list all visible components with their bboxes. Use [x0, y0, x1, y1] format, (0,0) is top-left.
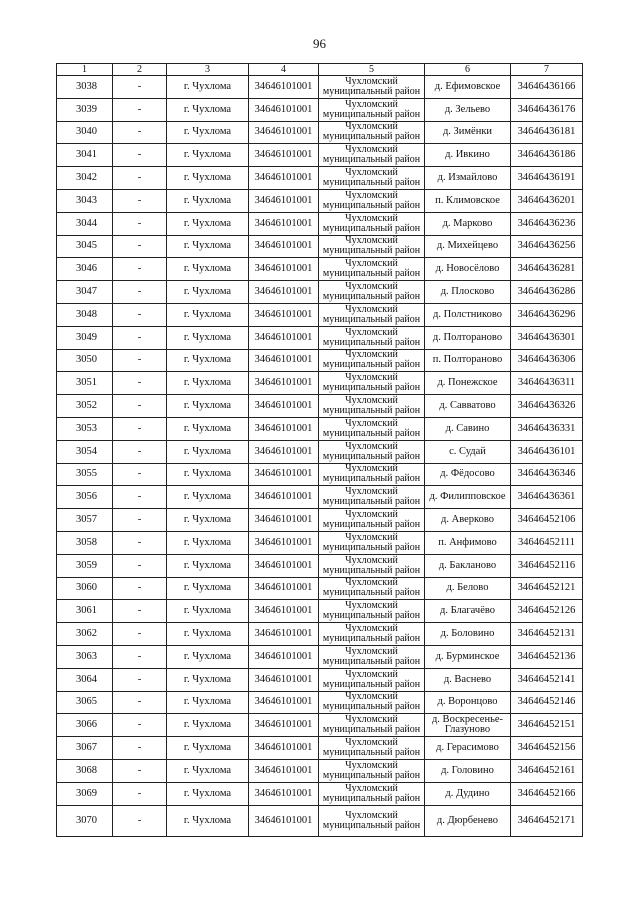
row-number-cell: 3058	[57, 531, 113, 554]
city-cell: г. Чухлома	[167, 281, 249, 304]
table-row	[57, 805, 583, 836]
city-cell: г. Чухлома	[167, 326, 249, 349]
locality-cell: д. Понежское	[425, 372, 511, 395]
table-row	[57, 417, 583, 440]
oktmo-cell: 34646436306	[511, 349, 583, 372]
district-cell: Чухломский муниципальный район	[319, 463, 425, 486]
locality-cell: д. Полтораново	[425, 326, 511, 349]
district-cell: Чухломский муниципальный район	[319, 668, 425, 691]
city-cell: г. Чухлома	[167, 714, 249, 737]
row-number-cell: 3048	[57, 303, 113, 326]
row-number-cell: 3052	[57, 395, 113, 418]
city-cell: г. Чухлома	[167, 76, 249, 99]
code-cell: 34646101001	[249, 76, 319, 99]
city-cell: г. Чухлома	[167, 189, 249, 212]
locality-cell: д. Дудино	[425, 782, 511, 805]
dash-cell: -	[113, 759, 167, 782]
code-cell: 34646101001	[249, 440, 319, 463]
dash-cell: -	[113, 76, 167, 99]
district-cell: Чухломский муниципальный район	[319, 531, 425, 554]
table-row	[57, 714, 583, 737]
oktmo-cell: 34646436281	[511, 258, 583, 281]
locality-cell: д. Зимёнки	[425, 121, 511, 144]
oktmo-cell: 34646452166	[511, 782, 583, 805]
locality-cell: д. Плосково	[425, 281, 511, 304]
oktmo-cell: 34646436236	[511, 212, 583, 235]
district-cell: Чухломский муниципальный район	[319, 417, 425, 440]
row-number-cell: 3038	[57, 76, 113, 99]
table-row	[57, 303, 583, 326]
locality-cell: д. Бакланово	[425, 554, 511, 577]
district-cell: Чухломский муниципальный район	[319, 189, 425, 212]
oktmo-cell: 34646436331	[511, 417, 583, 440]
district-cell: Чухломский муниципальный район	[319, 144, 425, 167]
locality-cell: д. Головино	[425, 759, 511, 782]
dash-cell: -	[113, 645, 167, 668]
dash-cell: -	[113, 417, 167, 440]
table-row	[57, 349, 583, 372]
city-cell: г. Чухлома	[167, 623, 249, 646]
locality-cell: д. Дюрбенево	[425, 805, 511, 836]
oktmo-cell: 34646452116	[511, 554, 583, 577]
district-cell: Чухломский муниципальный район	[319, 303, 425, 326]
district-cell: Чухломский муниципальный район	[319, 554, 425, 577]
table-row	[57, 189, 583, 212]
table-row	[57, 645, 583, 668]
row-number-cell: 3055	[57, 463, 113, 486]
row-number-cell: 3070	[57, 805, 113, 836]
row-number-cell: 3065	[57, 691, 113, 714]
dash-cell: -	[113, 326, 167, 349]
row-number-cell: 3050	[57, 349, 113, 372]
table-row	[57, 531, 583, 554]
dash-cell: -	[113, 440, 167, 463]
column-header: 6	[425, 64, 511, 76]
row-number-cell: 3041	[57, 144, 113, 167]
city-cell: г. Чухлома	[167, 759, 249, 782]
oktmo-cell: 34646452131	[511, 623, 583, 646]
dash-cell: -	[113, 509, 167, 532]
oktmo-cell: 34646452141	[511, 668, 583, 691]
table-row	[57, 258, 583, 281]
table-row	[57, 463, 583, 486]
table-row	[57, 782, 583, 805]
row-number-cell: 3046	[57, 258, 113, 281]
code-cell: 34646101001	[249, 463, 319, 486]
city-cell: г. Чухлома	[167, 645, 249, 668]
city-cell: г. Чухлома	[167, 395, 249, 418]
row-number-cell: 3062	[57, 623, 113, 646]
code-cell: 34646101001	[249, 554, 319, 577]
locality-cell: д. Фёдосово	[425, 463, 511, 486]
row-number-cell: 3044	[57, 212, 113, 235]
row-number-cell: 3047	[57, 281, 113, 304]
code-cell: 34646101001	[249, 486, 319, 509]
table-row	[57, 235, 583, 258]
locality-cell: д. Новосёлово	[425, 258, 511, 281]
code-cell: 34646101001	[249, 144, 319, 167]
dash-cell: -	[113, 212, 167, 235]
district-cell: Чухломский муниципальный район	[319, 623, 425, 646]
city-cell: г. Чухлома	[167, 463, 249, 486]
district-cell: Чухломский муниципальный район	[319, 167, 425, 190]
dash-cell: -	[113, 463, 167, 486]
row-number-cell: 3051	[57, 372, 113, 395]
code-cell: 34646101001	[249, 349, 319, 372]
locality-cell: д. Савватово	[425, 395, 511, 418]
locality-cell: д. Михейцево	[425, 235, 511, 258]
table-row	[57, 372, 583, 395]
table-row	[57, 759, 583, 782]
district-cell: Чухломский муниципальный район	[319, 714, 425, 737]
code-cell: 34646101001	[249, 714, 319, 737]
code-cell: 34646101001	[249, 759, 319, 782]
column-header: 4	[249, 64, 319, 76]
row-number-cell: 3069	[57, 782, 113, 805]
locality-cell: д. Измайлово	[425, 167, 511, 190]
oktmo-cell: 34646452121	[511, 577, 583, 600]
oktmo-cell: 34646436311	[511, 372, 583, 395]
dash-cell: -	[113, 281, 167, 304]
city-cell: г. Чухлома	[167, 577, 249, 600]
district-cell: Чухломский муниципальный район	[319, 326, 425, 349]
column-header-row	[57, 64, 583, 76]
table-row	[57, 600, 583, 623]
district-cell: Чухломский муниципальный район	[319, 121, 425, 144]
row-number-cell: 3067	[57, 737, 113, 760]
code-cell: 34646101001	[249, 281, 319, 304]
district-cell: Чухломский муниципальный район	[319, 509, 425, 532]
dash-cell: -	[113, 714, 167, 737]
oktmo-cell: 34646436166	[511, 76, 583, 99]
dash-cell: -	[113, 531, 167, 554]
code-cell: 34646101001	[249, 372, 319, 395]
oktmo-cell: 34646436286	[511, 281, 583, 304]
dash-cell: -	[113, 668, 167, 691]
table-row	[57, 554, 583, 577]
locality-cell: д. Филипповское	[425, 486, 511, 509]
district-cell: Чухломский муниципальный район	[319, 349, 425, 372]
code-cell: 34646101001	[249, 645, 319, 668]
code-cell: 34646101001	[249, 212, 319, 235]
row-number-cell: 3068	[57, 759, 113, 782]
locality-cell: д. Аверково	[425, 509, 511, 532]
code-cell: 34646101001	[249, 167, 319, 190]
code-cell: 34646101001	[249, 235, 319, 258]
dash-cell: -	[113, 372, 167, 395]
row-number-cell: 3064	[57, 668, 113, 691]
city-cell: г. Чухлома	[167, 782, 249, 805]
dash-cell: -	[113, 600, 167, 623]
oktmo-cell: 34646436191	[511, 167, 583, 190]
code-cell: 34646101001	[249, 668, 319, 691]
district-cell: Чухломский муниципальный район	[319, 235, 425, 258]
dash-cell: -	[113, 737, 167, 760]
dash-cell: -	[113, 144, 167, 167]
locality-cell: д. Полстниково	[425, 303, 511, 326]
dash-cell: -	[113, 554, 167, 577]
code-cell: 34646101001	[249, 600, 319, 623]
row-number-cell: 3049	[57, 326, 113, 349]
row-number-cell: 3063	[57, 645, 113, 668]
city-cell: г. Чухлома	[167, 98, 249, 121]
locality-cell: с. Судай	[425, 440, 511, 463]
row-number-cell: 3056	[57, 486, 113, 509]
locality-cell: д. Герасимово	[425, 737, 511, 760]
code-cell: 34646101001	[249, 737, 319, 760]
district-cell: Чухломский муниципальный район	[319, 395, 425, 418]
district-cell: Чухломский муниципальный район	[319, 577, 425, 600]
city-cell: г. Чухлома	[167, 212, 249, 235]
row-number-cell: 3053	[57, 417, 113, 440]
table-row	[57, 98, 583, 121]
row-number-cell: 3039	[57, 98, 113, 121]
district-cell: Чухломский муниципальный район	[319, 645, 425, 668]
code-cell: 34646101001	[249, 303, 319, 326]
district-cell: Чухломский муниципальный район	[319, 691, 425, 714]
district-cell: Чухломский муниципальный район	[319, 372, 425, 395]
city-cell: г. Чухлома	[167, 258, 249, 281]
city-cell: г. Чухлома	[167, 600, 249, 623]
table-row	[57, 577, 583, 600]
oktmo-cell: 34646436186	[511, 144, 583, 167]
table-row	[57, 326, 583, 349]
district-cell: Чухломский муниципальный район	[319, 805, 425, 836]
oktmo-cell: 34646436201	[511, 189, 583, 212]
dash-cell: -	[113, 121, 167, 144]
dash-cell: -	[113, 623, 167, 646]
locality-cell: д. Зельево	[425, 98, 511, 121]
column-header: 5	[319, 64, 425, 76]
oktmo-cell: 34646452156	[511, 737, 583, 760]
locality-cell: д. Савино	[425, 417, 511, 440]
code-cell: 34646101001	[249, 691, 319, 714]
oktmo-cell: 34646436256	[511, 235, 583, 258]
code-cell: 34646101001	[249, 623, 319, 646]
dash-cell: -	[113, 805, 167, 836]
row-number-cell: 3066	[57, 714, 113, 737]
table-row	[57, 691, 583, 714]
district-cell: Чухломский муниципальный район	[319, 737, 425, 760]
district-cell: Чухломский муниципальный район	[319, 782, 425, 805]
city-cell: г. Чухлома	[167, 805, 249, 836]
city-cell: г. Чухлома	[167, 235, 249, 258]
row-number-cell: 3043	[57, 189, 113, 212]
oktmo-cell: 34646436326	[511, 395, 583, 418]
city-cell: г. Чухлома	[167, 486, 249, 509]
row-number-cell: 3060	[57, 577, 113, 600]
row-number-cell: 3057	[57, 509, 113, 532]
oktmo-cell: 34646436346	[511, 463, 583, 486]
district-cell: Чухломский муниципальный район	[319, 281, 425, 304]
locality-cell: д. Бурминское	[425, 645, 511, 668]
code-cell: 34646101001	[249, 577, 319, 600]
dash-cell: -	[113, 235, 167, 258]
registry-table	[56, 63, 583, 837]
row-number-cell: 3054	[57, 440, 113, 463]
locality-cell: д. Васнево	[425, 668, 511, 691]
code-cell: 34646101001	[249, 326, 319, 349]
dash-cell: -	[113, 189, 167, 212]
code-cell: 34646101001	[249, 258, 319, 281]
column-header: 2	[113, 64, 167, 76]
city-cell: г. Чухлома	[167, 144, 249, 167]
oktmo-cell: 34646452126	[511, 600, 583, 623]
dash-cell: -	[113, 258, 167, 281]
city-cell: г. Чухлома	[167, 417, 249, 440]
code-cell: 34646101001	[249, 531, 319, 554]
city-cell: г. Чухлома	[167, 509, 249, 532]
code-cell: 34646101001	[249, 189, 319, 212]
oktmo-cell: 34646452111	[511, 531, 583, 554]
table-row	[57, 212, 583, 235]
dash-cell: -	[113, 486, 167, 509]
oktmo-cell: 34646452106	[511, 509, 583, 532]
row-number-cell: 3045	[57, 235, 113, 258]
dash-cell: -	[113, 782, 167, 805]
oktmo-cell: 34646436101	[511, 440, 583, 463]
table-row	[57, 281, 583, 304]
city-cell: г. Чухлома	[167, 440, 249, 463]
city-cell: г. Чухлома	[167, 531, 249, 554]
code-cell: 34646101001	[249, 509, 319, 532]
district-cell: Чухломский муниципальный район	[319, 600, 425, 623]
city-cell: г. Чухлома	[167, 121, 249, 144]
district-cell: Чухломский муниципальный район	[319, 98, 425, 121]
district-cell: Чухломский муниципальный район	[319, 76, 425, 99]
row-number-cell: 3042	[57, 167, 113, 190]
city-cell: г. Чухлома	[167, 372, 249, 395]
city-cell: г. Чухлома	[167, 554, 249, 577]
locality-cell: д. Благачёво	[425, 600, 511, 623]
dash-cell: -	[113, 691, 167, 714]
oktmo-cell: 34646436361	[511, 486, 583, 509]
row-number-cell: 3061	[57, 600, 113, 623]
page-number: 96	[313, 36, 326, 51]
table-row	[57, 668, 583, 691]
oktmo-cell: 34646452151	[511, 714, 583, 737]
city-cell: г. Чухлома	[167, 691, 249, 714]
city-cell: г. Чухлома	[167, 303, 249, 326]
table-row	[57, 144, 583, 167]
city-cell: г. Чухлома	[167, 167, 249, 190]
dash-cell: -	[113, 98, 167, 121]
table-row	[57, 76, 583, 99]
oktmo-cell: 34646436301	[511, 326, 583, 349]
oktmo-cell: 34646436176	[511, 98, 583, 121]
city-cell: г. Чухлома	[167, 349, 249, 372]
locality-cell: д. Марково	[425, 212, 511, 235]
dash-cell: -	[113, 303, 167, 326]
oktmo-cell: 34646452136	[511, 645, 583, 668]
table-row	[57, 486, 583, 509]
table-row	[57, 121, 583, 144]
table-row	[57, 395, 583, 418]
locality-cell: д. Ивкино	[425, 144, 511, 167]
column-header: 7	[511, 64, 583, 76]
locality-cell: п. Анфимово	[425, 531, 511, 554]
oktmo-cell: 34646452161	[511, 759, 583, 782]
code-cell: 34646101001	[249, 782, 319, 805]
table-row	[57, 440, 583, 463]
oktmo-cell: 34646436181	[511, 121, 583, 144]
table-row	[57, 167, 583, 190]
dash-cell: -	[113, 349, 167, 372]
district-cell: Чухломский муниципальный район	[319, 440, 425, 463]
row-number-cell: 3059	[57, 554, 113, 577]
locality-cell: п. Полтораново	[425, 349, 511, 372]
dash-cell: -	[113, 167, 167, 190]
column-header: 3	[167, 64, 249, 76]
table-row	[57, 509, 583, 532]
dash-cell: -	[113, 577, 167, 600]
table-row	[57, 623, 583, 646]
district-cell: Чухломский муниципальный район	[319, 258, 425, 281]
row-number-cell: 3040	[57, 121, 113, 144]
district-cell: Чухломский муниципальный район	[319, 759, 425, 782]
oktmo-cell: 34646452171	[511, 805, 583, 836]
oktmo-cell: 34646452146	[511, 691, 583, 714]
district-cell: Чухломский муниципальный район	[319, 212, 425, 235]
city-cell: г. Чухлома	[167, 668, 249, 691]
locality-cell: п. Климовское	[425, 189, 511, 212]
district-cell: Чухломский муниципальный район	[319, 486, 425, 509]
locality-cell: д. Белово	[425, 577, 511, 600]
code-cell: 34646101001	[249, 805, 319, 836]
column-header: 1	[57, 64, 113, 76]
code-cell: 34646101001	[249, 121, 319, 144]
oktmo-cell: 34646436296	[511, 303, 583, 326]
locality-cell: д. Ефимовское	[425, 76, 511, 99]
code-cell: 34646101001	[249, 98, 319, 121]
table-row	[57, 737, 583, 760]
code-cell: 34646101001	[249, 395, 319, 418]
city-cell: г. Чухлома	[167, 737, 249, 760]
code-cell: 34646101001	[249, 417, 319, 440]
locality-cell: д. Воскресенье-Глазуново	[425, 714, 511, 737]
dash-cell: -	[113, 395, 167, 418]
locality-cell: д. Боловино	[425, 623, 511, 646]
locality-cell: д. Воронцово	[425, 691, 511, 714]
